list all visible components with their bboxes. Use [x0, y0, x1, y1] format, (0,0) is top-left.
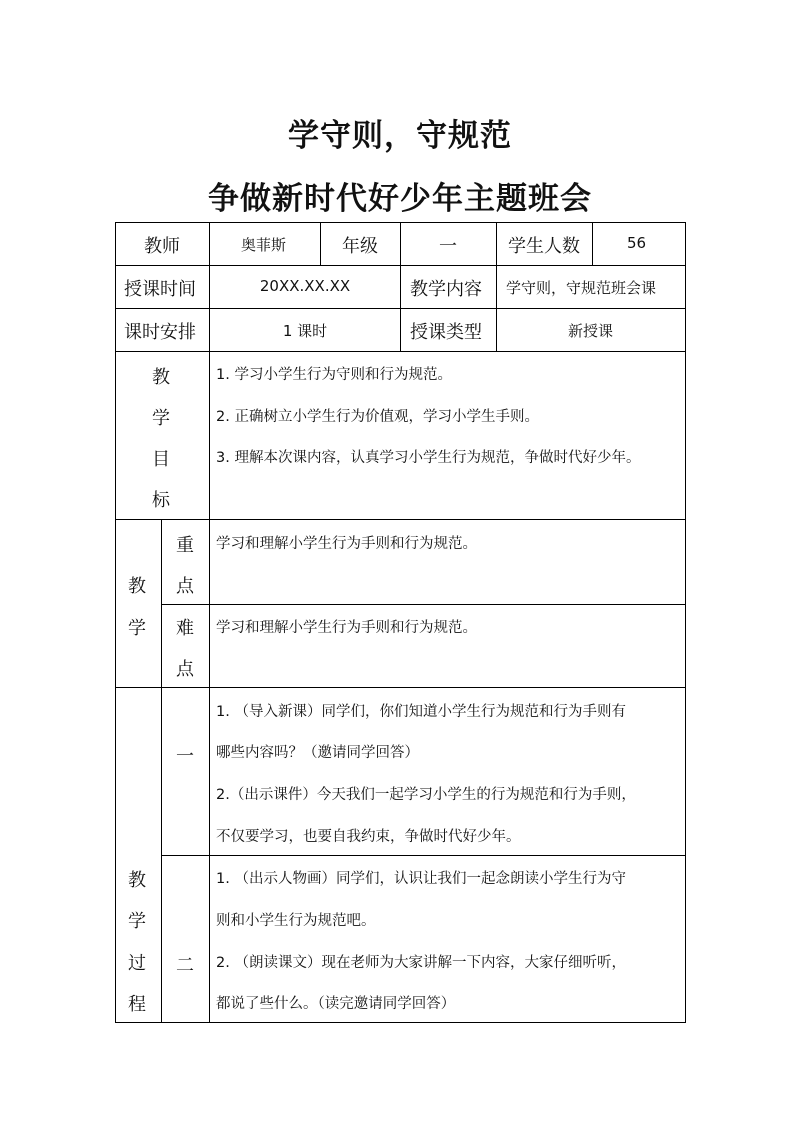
table-border-right: [685, 222, 686, 1023]
content-value: 学守则，守规范班会课: [506, 279, 657, 297]
table-rule: [161, 604, 686, 605]
step-two-label: 二: [176, 955, 194, 976]
time-value: 20XX.XX.XX: [259, 277, 351, 295]
grade-value: 一: [439, 236, 457, 257]
content-label: 教学内容: [410, 279, 482, 300]
type-value: 新授课: [567, 322, 613, 340]
focus-label-char: 学: [128, 618, 146, 639]
goals-label-char: 教: [152, 367, 170, 388]
step-one-line: 1. （导入新课）同学们，你们知道小学生行为规范和行为手则有: [216, 704, 626, 720]
key-point-text: 学习和理解小学生行为手则和行为规范。: [216, 536, 477, 552]
key-point-label-char: 重: [176, 535, 194, 556]
process-label-char: 学: [128, 911, 146, 932]
grade-label: 年级: [342, 236, 378, 257]
table-rule: [400, 222, 401, 351]
teacher-label: 教师: [144, 236, 180, 257]
type-label: 授课类型: [410, 322, 482, 343]
process-label-char: 程: [128, 994, 146, 1015]
step-one-line: 不仅要学习，也要自我约束，争做时代好少年。: [216, 829, 521, 845]
step-one-line: 哪些内容吗？（邀请同学回答）: [216, 745, 419, 761]
goal-item: 1. 学习小学生行为守则和行为规范。: [216, 367, 452, 383]
table-rule: [115, 519, 686, 520]
goals-label-char: 学: [152, 408, 170, 429]
table-border-bottom: [115, 1022, 686, 1023]
table-rule: [320, 222, 321, 265]
step-two-line: 1. （出示人物画）同学们，认识让我们一起念朗读小学生行为守: [216, 871, 626, 887]
students-label: 学生人数: [508, 236, 580, 257]
step-two-line: 2. （朗读课文）现在老师为大家讲解一下内容，大家仔细听听，: [216, 955, 626, 971]
key-point-label-char: 点: [176, 576, 194, 597]
goals-label-char: 标: [152, 490, 170, 511]
table-rule: [161, 855, 686, 856]
table-rule: [115, 351, 686, 352]
difficult-point-text: 学习和理解小学生行为手则和行为规范。: [216, 620, 477, 636]
difficult-point-label-char: 点: [176, 659, 194, 680]
process-label-char: 教: [128, 870, 146, 891]
process-label-char: 过: [128, 953, 146, 974]
lesson-plan-table: [115, 222, 686, 1023]
page-title-line2: 争做新时代好少年主题班会: [208, 181, 592, 217]
step-two-line: 则和小学生行为规范吧。: [216, 913, 376, 929]
time-label: 授课时间: [124, 279, 196, 300]
goal-item: 2. 正确树立小学生行为价值观，学习小学生手则。: [216, 409, 539, 425]
page-title-line1: 学守则，守规范: [288, 118, 512, 154]
table-rule: [592, 222, 593, 265]
goals-label-char: 目: [152, 449, 170, 470]
table-rule: [209, 222, 210, 519]
difficult-point-label-char: 难: [176, 618, 194, 639]
teacher-value: 奥菲斯: [241, 236, 287, 254]
students-value: 56: [627, 234, 647, 252]
goal-item: 3. 理解本次课内容，认真学习小学生行为规范，争做时代好少年。: [216, 450, 641, 466]
hours-value: 1 课时: [282, 322, 328, 340]
step-one-label: 一: [176, 746, 194, 767]
table-rule: [161, 519, 162, 1023]
step-one-line: 2.（出示课件）今天我们一起学习小学生的行为规范和行为手则，: [216, 787, 636, 803]
table-rule: [115, 687, 686, 688]
step-two-line: 都说了些什么。（读完邀请同学回答）: [216, 996, 456, 1012]
table-rule: [209, 519, 210, 1023]
table-border-left: [115, 222, 116, 1023]
focus-label-char: 教: [128, 576, 146, 597]
hours-label: 课时安排: [124, 322, 196, 343]
